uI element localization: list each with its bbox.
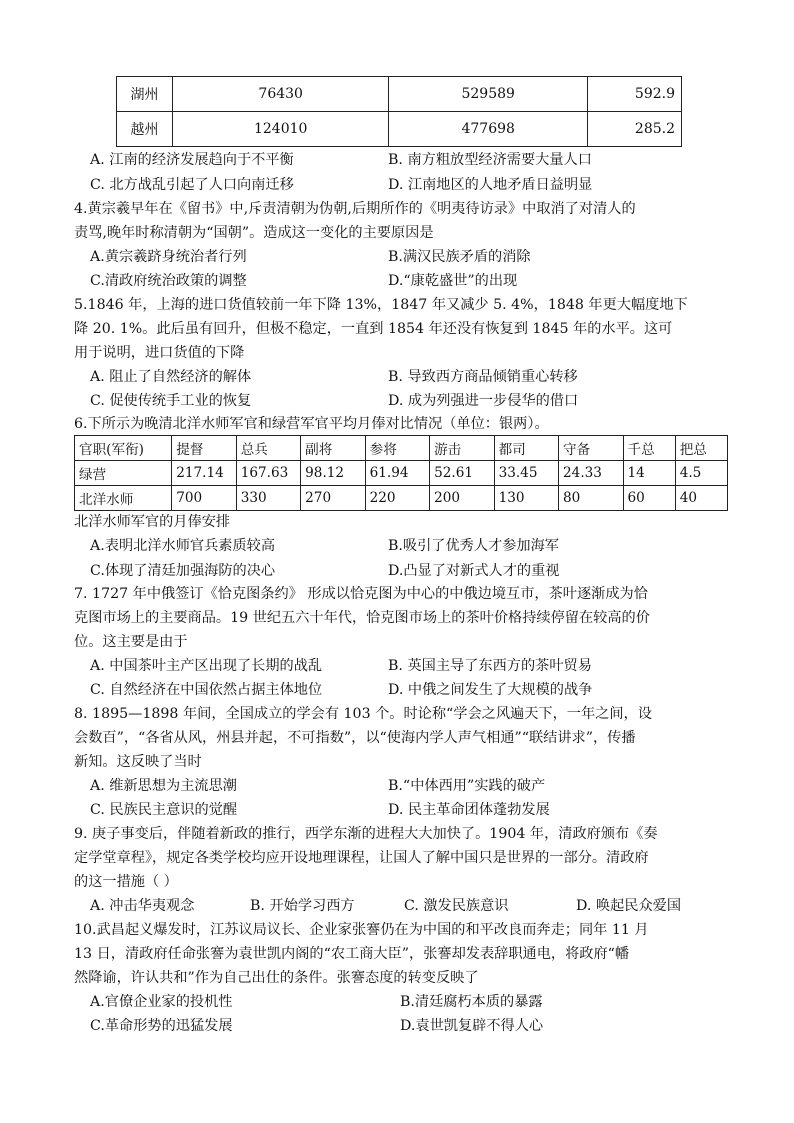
table-header-cell: 提督	[172, 436, 236, 461]
table-header-cell: 千总	[623, 436, 675, 461]
q7-option-c: C. 自然经济在中国依然占据主体地位	[90, 682, 323, 698]
table-header-cell: 官职(军衔)	[75, 436, 172, 461]
table-cell: 湖州	[117, 77, 173, 112]
q5-option-a: A. 阻止了自然经济的解体	[90, 369, 252, 385]
q9-option-a: A. 冲击华夷观念	[90, 898, 195, 914]
q9-stem-line: 9. 庚子事变后，伴随着新政的推行，西学东渐的进程大大加快了。1904 年，清政府颁布《奏	[74, 826, 658, 842]
table-cell: 越州	[117, 112, 173, 147]
table-cell: 700	[172, 486, 236, 511]
q6-intro: 6.下所示为晚清北洋水师军官和绿营军官平均月俸对比情况（单位：银两）。	[74, 416, 549, 432]
table-header-cell: 参将	[365, 436, 429, 461]
q8-option-b: B.“中体西用”实践的破产	[388, 778, 546, 794]
table-cell: 40	[675, 486, 727, 511]
table-cell: 592.9	[588, 77, 682, 112]
q9-stem-line: 的这一措施（ ）	[74, 874, 178, 890]
q7-stem-line: 位。这主要是由于	[74, 634, 188, 650]
q8-stem-line: 会数百”，“各省从风，州县并起，不可指数”，以“使海内学人声气相通”“联结讲求”，传播	[74, 730, 636, 746]
table-cell: 14	[623, 461, 675, 486]
table-header-cell: 都司	[494, 436, 558, 461]
q7-option-a: A. 中国茶叶主产区出现了长期的战乱	[90, 658, 323, 674]
q8-stem-line: 8. 1895—1898 年间，全国成立的学会有 103 个。时论称“学会之风遍天下，一年之间，设	[74, 706, 652, 722]
q8-option-c: C. 民族民主意识的觉醒	[90, 802, 238, 818]
table-cell: 61.94	[365, 461, 429, 486]
table-cell: 220	[365, 486, 429, 511]
q8-option-a: A. 维新思想为主流思潮	[90, 778, 237, 794]
q7-option-d: D. 中俄之间发生了大规模的战争	[388, 682, 593, 698]
q10-stem-line: 然降谕，许认共和”作为自己出仕的条件。张謇态度的转变反映了	[74, 970, 479, 986]
table-cell: 24.33	[559, 461, 623, 486]
table-header-cell: 把总	[675, 436, 727, 461]
q3-option-b: B. 南方粗放型经济需要大量人口	[388, 152, 592, 168]
table-header-cell: 副将	[301, 436, 365, 461]
table-cell: 529589	[389, 77, 588, 112]
q9-stem-line: 定学堂章程》，规定各类学校均应开设地理课程，让国人了解中国只是世界的一部分。清政府	[74, 850, 649, 866]
table-header-row	[75, 436, 728, 461]
q6-stem: 北洋水师军官的月俸安排	[74, 514, 231, 530]
q10-stem-line: 10.武昌起义爆发时，江苏议局议长、企业家张謇仍在为中国的和平改良而奔走；同年 11 月	[74, 922, 649, 938]
table-cell: 270	[301, 486, 365, 511]
q10-option-c: C.革命形势的迅猛发展	[90, 1018, 233, 1034]
q3-option-d: D. 江南地区的人地矛盾日益明显	[388, 177, 593, 193]
salary-table	[74, 435, 728, 511]
q9-option-d: D. 唤起民众爱国	[576, 898, 682, 914]
table-row	[75, 461, 728, 486]
table-cell: 167.63	[236, 461, 300, 486]
table-cell: 200	[430, 486, 494, 511]
q9-option-c: C. 激发民族意识	[404, 898, 509, 914]
table-cell: 330	[236, 486, 300, 511]
table-cell: 285.2	[588, 112, 682, 147]
q8-stem-line: 新知。这反映了当时	[74, 754, 202, 770]
q7-stem-line: 7. 1727 年中俄签订《恰克图条约》 形成以恰克图为中心的中俄边境互市，茶叶逐渐成为恰	[74, 586, 648, 602]
q5-stem-line: 降 20. 1%。此后虽有回升，但极不稳定，一直到 1854 年还没有恢复到 1845 年的水平。这可	[74, 321, 673, 337]
table-cell: 130	[494, 486, 558, 511]
table-cell: 绿营	[75, 461, 172, 486]
table-cell: 76430	[173, 77, 389, 112]
table-header-cell: 守备	[559, 436, 623, 461]
table-cell: 477698	[389, 112, 588, 147]
q4-option-a: A.黄宗羲跻身统治者行列	[90, 249, 247, 265]
q6-option-c: C.体现了清廷加强海防的决心	[90, 563, 276, 579]
table-cell: 60	[623, 486, 675, 511]
table-cell: 217.14	[172, 461, 236, 486]
q5-option-b: B. 导致西方商品倾销重心转移	[388, 369, 578, 385]
table-cell: 4.5	[675, 461, 727, 486]
table-row	[75, 486, 728, 511]
table-header-cell: 总兵	[236, 436, 300, 461]
table-cell: 33.45	[494, 461, 558, 486]
table-cell: 52.61	[430, 461, 494, 486]
q4-option-b: B.满汉民族矛盾的消除	[388, 249, 531, 265]
q10-option-b: B.清廷腐朽本质的暴露	[400, 994, 543, 1010]
q3-option-c: C. 北方战乱引起了人口向南迁移	[90, 177, 294, 193]
q4-stem-line: 4.黄宗羲早年在《留书》中,斥责清朝为伪朝,后期所作的《明夷待访录》中取消了对清人的	[74, 201, 636, 217]
q10-stem-line: 13 日，清政府任命张謇为袁世凯内阁的“农工商大臣”，张謇却发表辞职通电，将政府“幡	[74, 946, 630, 962]
population-table	[116, 76, 682, 147]
table-row	[117, 77, 682, 112]
q3-option-a: A. 江南的经济发展趋向于不平衡	[90, 152, 294, 168]
q4-option-c: C.清政府统治政策的调整	[90, 273, 247, 289]
q10-option-a: A.官僚企业家的投机性	[90, 994, 233, 1010]
q4-option-d: D.“康乾盛世”的出现	[388, 273, 518, 289]
table-cell: 98.12	[301, 461, 365, 486]
q6-option-b: B.吸引了优秀人才参加海军	[388, 538, 559, 554]
q5-option-d: D. 成为列强进一步侵华的借口	[388, 393, 579, 409]
q9-option-b: B. 开始学习西方	[250, 898, 355, 914]
table-cell: 北洋水师	[75, 486, 172, 511]
table-header-cell: 游击	[430, 436, 494, 461]
q5-option-c: C. 促使传统手工业的恢复	[90, 393, 252, 409]
q7-option-b: B. 英国主导了东西方的茶叶贸易	[388, 658, 592, 674]
q4-stem-line: 责骂,晚年时称清朝为“国朝”。造成这一变化的主要原因是	[74, 225, 434, 241]
q6-option-d: D.凸显了对新式人才的重视	[388, 563, 560, 579]
q5-stem-line: 用于说明，进口货值的下降	[74, 345, 245, 361]
q8-option-d: D. 民主革命团体蓬勃发展	[388, 802, 550, 818]
table-row	[117, 112, 682, 147]
table-cell: 124010	[173, 112, 389, 147]
table-cell: 80	[559, 486, 623, 511]
q6-option-a: A.表明北洋水师官兵素质较高	[90, 538, 276, 554]
q10-option-d: D.袁世凯复辟不得人心	[400, 1018, 544, 1034]
q5-stem-line: 5.1846 年，上海的进口货值较前一年下降 13%，1847 年又减少 5. 4%，1848 年更大幅度地下	[74, 297, 688, 313]
q7-stem-line: 克图市场上的主要商品。19 世纪五六十年代，恰克图市场上的茶叶价格持续停留在较高的价	[74, 610, 650, 626]
